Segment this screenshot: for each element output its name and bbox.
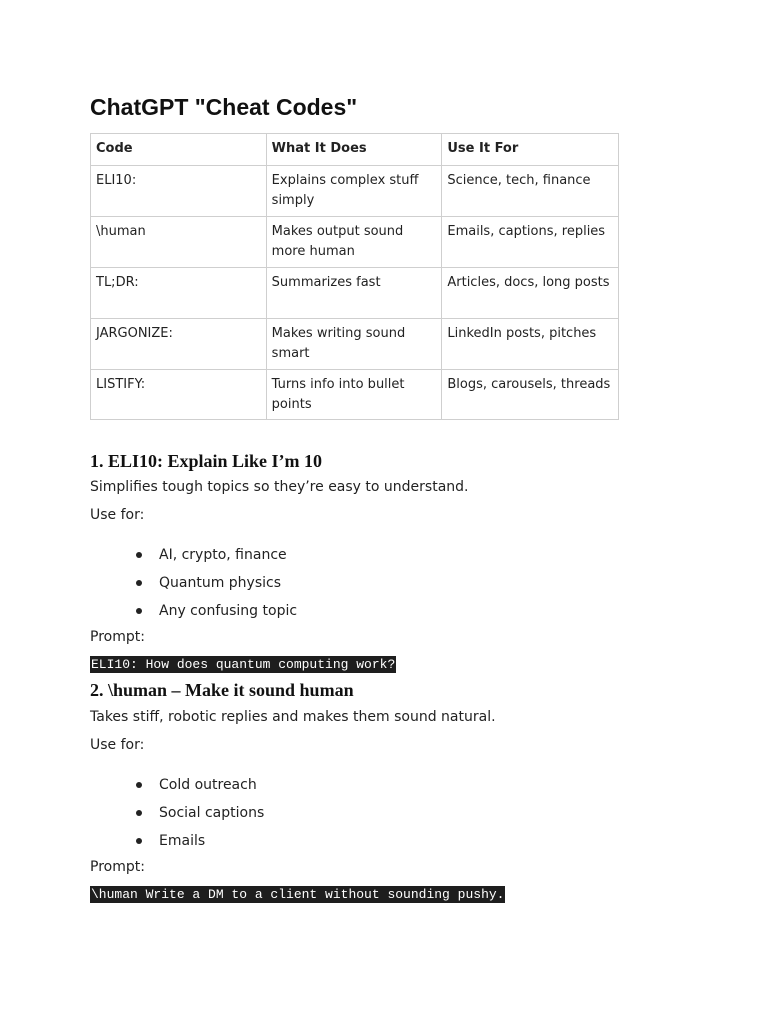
header-what-it-does: What It Does <box>266 134 442 166</box>
table-cell-use: Blogs, carousels, threads <box>442 370 619 420</box>
header-code: Code <box>91 134 267 166</box>
table-cell-use: Emails, captions, replies <box>442 217 619 268</box>
list-item: Any confusing topic <box>136 601 297 629</box>
bullet-icon <box>136 580 142 586</box>
table-row <box>91 268 619 319</box>
bullet-icon <box>136 608 142 614</box>
table-row <box>91 370 619 420</box>
prompt-label: Prompt: <box>90 859 145 875</box>
bullet-icon <box>136 838 142 844</box>
table-row <box>91 217 619 268</box>
section-description: Simplifies tough topics so they’re easy to understand. <box>90 479 469 495</box>
table-cell-description: Makes writing sound smart <box>266 319 442 370</box>
bullet-icon <box>136 810 142 816</box>
bullet-icon <box>136 552 142 558</box>
table-cell-description: Makes output sound more human <box>266 217 442 268</box>
header-use-it-for: Use It For <box>442 134 619 166</box>
section-description: Takes stiff, robotic replies and makes them sound natural. <box>90 709 496 725</box>
use-for-list <box>136 775 264 859</box>
table-row <box>91 319 619 370</box>
table-cell-use: Articles, docs, long posts <box>442 268 619 319</box>
table-row <box>91 166 619 217</box>
list-item: AI, crypto, finance <box>136 545 297 573</box>
table-cell-use: Science, tech, finance <box>442 166 619 217</box>
table-header-row <box>91 134 619 166</box>
use-for-label: Use for: <box>90 507 145 523</box>
prompt-code-block: \human Write a DM to a client without sounding pushy. <box>91 887 505 902</box>
use-for-list <box>136 545 297 629</box>
document-title: ChatGPT "Cheat Codes" <box>90 94 358 120</box>
table-cell-code: \human <box>91 217 267 268</box>
table-cell-code: TL;DR: <box>91 268 267 319</box>
table-cell-use: LinkedIn posts, pitches <box>442 319 619 370</box>
use-for-label: Use for: <box>90 737 145 753</box>
cheat-codes-table <box>90 133 619 420</box>
prompt-code-block: ELI10: How does quantum computing work? <box>91 657 396 672</box>
table-cell-description: Summarizes fast <box>266 268 442 319</box>
bullet-icon <box>136 782 142 788</box>
prompt-label: Prompt: <box>90 629 145 645</box>
list-item: Quantum physics <box>136 573 297 601</box>
table-cell-description: Explains complex stuff simply <box>266 166 442 217</box>
list-item: Social captions <box>136 803 264 831</box>
list-item: Cold outreach <box>136 775 264 803</box>
table-cell-description: Turns info into bullet points <box>266 370 442 420</box>
table-cell-code: JARGONIZE: <box>91 319 267 370</box>
table-cell-code: ELI10: <box>91 166 267 217</box>
table-cell-code: LISTIFY: <box>91 370 267 420</box>
list-item: Emails <box>136 831 264 859</box>
section-heading-eli10: 1. ELI10: Explain Like I’m 10 <box>90 451 323 471</box>
section-heading-human: 2. \human – Make it sound human <box>90 680 354 700</box>
